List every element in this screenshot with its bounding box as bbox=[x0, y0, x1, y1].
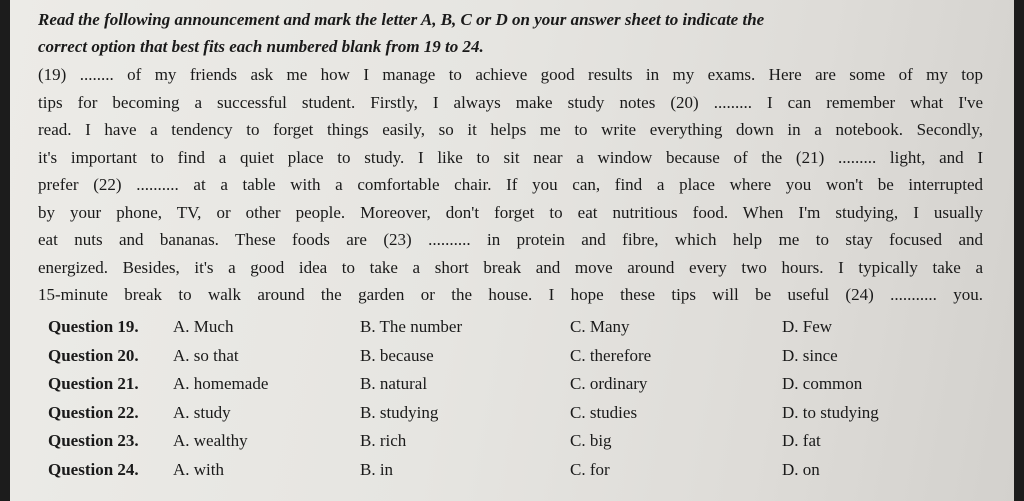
question-20 bbox=[48, 342, 988, 371]
question-label: Question 24. bbox=[48, 459, 139, 479]
instruction-line-1: Read the following announcement and mark the letter A, B, C or D on your answer sheet to indicate the bbox=[38, 10, 765, 29]
option-b: B. in bbox=[360, 459, 394, 479]
passage-line: by your phone, TV, or other people. Moreover, don't forget to eat nutritious food. When I'm studying, I usually bbox=[38, 202, 983, 222]
instruction-text bbox=[38, 6, 988, 60]
option-a: A. so that bbox=[173, 345, 239, 365]
question-label: Question 20. bbox=[48, 345, 139, 365]
option-d: D. fat bbox=[782, 431, 821, 450]
passage-line: prefer (22) .......... at a table with a comfortable chair. If you can, find a place where you won't be interrupted bbox=[38, 175, 983, 194]
instruction-line-2: correct option that best fits each numbered blank from 19 to 24. bbox=[38, 37, 484, 56]
option-c: C. ordinary bbox=[570, 374, 648, 393]
exam-paper bbox=[10, 0, 1014, 501]
question-24 bbox=[48, 456, 988, 485]
question-label: Question 19. bbox=[48, 317, 139, 336]
option-d: D. to studying bbox=[782, 402, 879, 422]
question-23 bbox=[48, 427, 988, 456]
option-d: D. since bbox=[782, 345, 838, 365]
passage-line: (19) ........ of my friends ask me how I manage to achieve good results in my exams. Here are some of my top bbox=[38, 65, 983, 84]
option-b: B. studying bbox=[360, 402, 439, 422]
option-a: A. Much bbox=[173, 317, 234, 336]
option-c: C. for bbox=[570, 459, 610, 479]
question-label: Question 22. bbox=[48, 402, 139, 422]
passage-line: tips for becoming a successful student. Firstly, I always make study notes (20) ......... I can remember what I've bbox=[38, 92, 983, 112]
option-d: D. Few bbox=[782, 317, 833, 336]
option-d: D. common bbox=[782, 374, 863, 393]
option-a: A. study bbox=[173, 402, 231, 422]
reading-passage bbox=[38, 61, 983, 309]
option-b: B. The number bbox=[360, 317, 463, 336]
question-label: Question 21. bbox=[48, 374, 139, 393]
option-a: A. with bbox=[173, 459, 224, 479]
question-22 bbox=[48, 399, 988, 428]
passage-line: energized. Besides, it's a good idea to take a short break and move around every two hours. I typically take a bbox=[38, 257, 983, 277]
option-c: C. Many bbox=[570, 317, 630, 336]
question-list bbox=[48, 313, 988, 484]
option-c: C. studies bbox=[570, 402, 638, 422]
passage-line: it's important to find a quiet place to study. I like to sit near a window because of the (21) ......... light, and I bbox=[38, 147, 983, 167]
question-21 bbox=[48, 370, 988, 399]
question-19 bbox=[48, 313, 988, 342]
passage-line: read. I have a tendency to forget things easily, so it helps me to write everything down in a notebook. Secondly, bbox=[38, 120, 983, 139]
option-b: B. natural bbox=[360, 374, 428, 393]
option-a: A. wealthy bbox=[173, 431, 248, 450]
option-c: C. therefore bbox=[570, 345, 652, 365]
option-c: C. big bbox=[570, 431, 612, 450]
option-b: B. rich bbox=[360, 431, 407, 450]
option-a: A. homemade bbox=[173, 374, 269, 393]
passage-line: 15-minute break to walk around the garden or the house. I hope these tips will be useful (24) ........... you. bbox=[38, 285, 983, 304]
passage-line: eat nuts and bananas. These foods are (23) .......... in protein and fibre, which help me to stay focused and bbox=[38, 230, 983, 249]
option-d: D. on bbox=[782, 459, 820, 479]
question-label: Question 23. bbox=[48, 431, 139, 450]
option-b: B. because bbox=[360, 345, 434, 365]
